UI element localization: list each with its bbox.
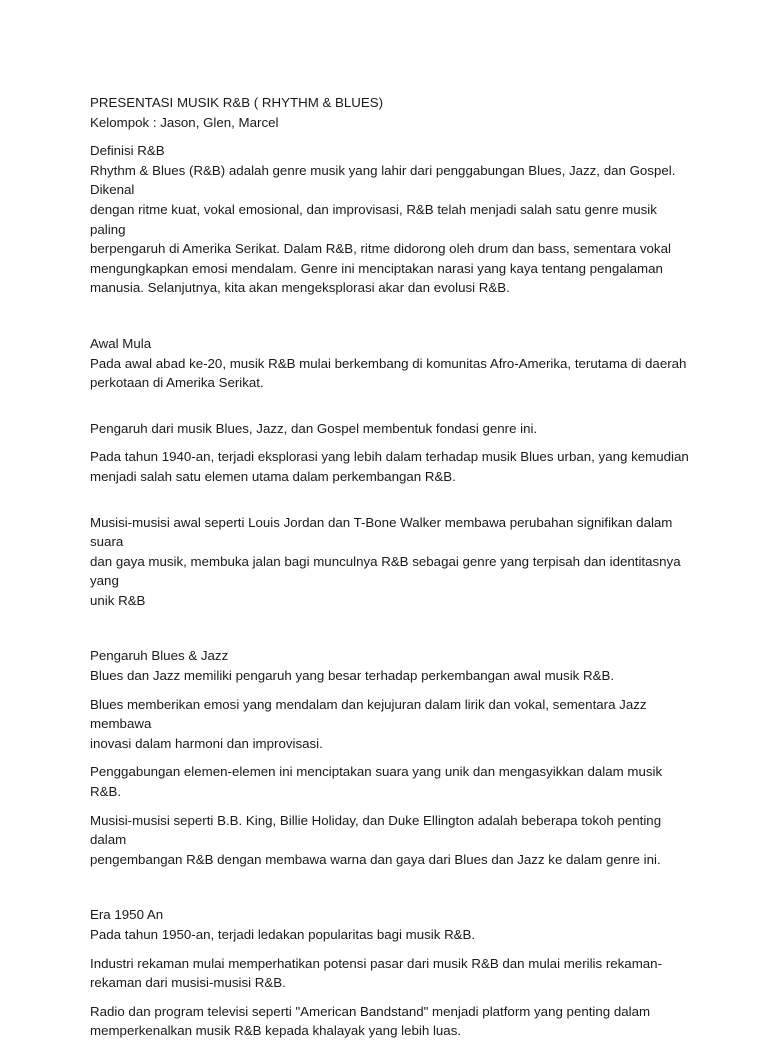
group-members: Kelompok : Jason, Glen, Marcel (90, 114, 279, 130)
paragraph-pengaruh-1: Blues dan Jazz memiliki pengaruh yang besar terhadap perkembangan awal musik R&B. (90, 668, 615, 684)
paragraph-awal-mula-2: Pengaruh dari musik Blues, Jazz, dan Gospel membentuk fondasi genre ini. (90, 420, 538, 436)
paragraph-awal-mula-4: Musisi-musisi awal seperti Louis Jordan dan T-Bone Walker membawa perubahan signifikan dalam suara dan gaya musik, membuka jalan bagi munculnya R&B sebagai genre yang terpisah dan identitasnya yang unik R&B (90, 514, 681, 608)
section-heading-era-1950: Era 1950 An (90, 907, 164, 923)
section-heading-definisi: Definisi R&B (90, 143, 165, 159)
paragraph-awal-mula-1: Pada awal abad ke-20, musik R&B mulai berkembang di komunitas Afro-Amerika, terutama di daerah perkotaan di Amerika Serikat. (90, 355, 687, 391)
section-heading-pengaruh: Pengaruh Blues & Jazz (90, 648, 229, 664)
paragraph-era-1950-2: Industri rekaman mulai memperhatikan potensi pasar dari musik R&B dan mulai merilis rekaman- rekaman dari musisi-musisi R&B. (90, 955, 662, 991)
section-heading-awal-mula: Awal Mula (90, 335, 152, 351)
paragraph-definisi: Rhythm & Blues (R&B) adalah genre musik yang lahir dari penggabungan Blues, Jazz, dan Gospel. Dikenal dengan ritme kuat, vokal emosional, dan improvisasi, R&B telah menjadi salah satu genre musik paling berpengaruh di Amerika Serikat. Dalam R&B, ritme didorong oleh drum dan bass, sementara vokal mengungkapkan emosi mendalam. Genre ini menciptakan narasi yang kaya tentang pengalaman manusia. Selanjutnya, kita akan mengeksplorasi akar dan evolusi R&B. (90, 162, 676, 296)
document-title: PRESENTASI MUSIK R&B ( RHYTHM & BLUES) (90, 95, 384, 110)
paragraph-pengaruh-3: Penggabungan elemen-elemen ini menciptakan suara yang unik dan mengasyikkan dalam musik R&B. (90, 764, 663, 800)
document-page (90, 93, 690, 1041)
paragraph-awal-mula-3: Pada tahun 1940-an, terjadi eksplorasi yang lebih dalam terhadap musik Blues urban, yang kemudian menjadi salah satu elemen utama dalam perkembangan R&B. (90, 449, 689, 484)
paragraph-pengaruh-4: Musisi-musisi seperti B.B. King, Billie Holiday, dan Duke Ellington adalah beberapa tokoh penting dalam pengembangan R&B dengan membawa warna dan gaya dari Blues dan Jazz ke dalam genre ini. (90, 812, 662, 867)
paragraph-pengaruh-2: Blues memberikan emosi yang mendalam dan kejujuran dalam lirik dan vokal, sementara Jazz membawa inovasi dalam harmoni dan improvisasi. (90, 696, 647, 751)
paragraph-era-1950-3: Radio dan program televisi seperti "American Bandstand" menjadi platform yang penting dalam memperkenalkan musik R&B kepada khalayak yang lebih luas. (90, 1003, 651, 1039)
paragraph-era-1950-1: Pada tahun 1950-an, terjadi ledakan popularitas bagi musik R&B. (90, 927, 476, 942)
